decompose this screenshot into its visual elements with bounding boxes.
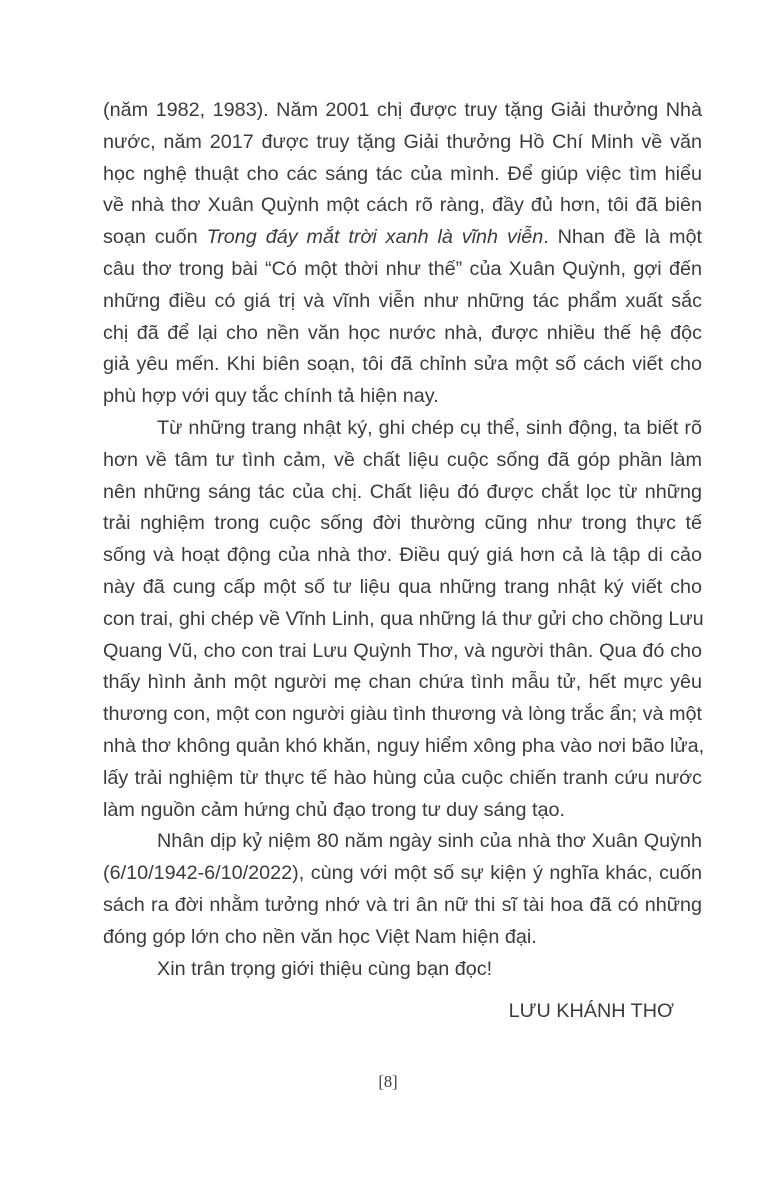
- text-line: nước, năm 2017 được truy tặng Giải thưởng Hồ Chí Minh về văn: [103, 130, 702, 153]
- text-line: Quang Vũ, cho con trai Lưu Quỳnh Thơ, và người thân. Qua đó cho: [103, 639, 702, 662]
- text-line: (6/10/1942-6/10/2022), cùng với một số sự kiện ý nghĩa khác, cuốn: [103, 862, 702, 885]
- text-line: sách ra đời nhằm tưởng nhớ và tri ân nữ thi sĩ tài hoa đã có những: [103, 893, 702, 916]
- paragraph: [103, 413, 705, 826]
- text-line: sống và hoạt động của nhà thơ. Điều quý giá hơn cả là tập di cảo: [103, 544, 702, 567]
- author-signature: LƯU KHÁNH THƠ: [508, 1000, 674, 1023]
- paragraph: [103, 826, 702, 953]
- text-line: này đã cung cấp một số tư liệu qua những trang nhật ký viết cho: [103, 575, 702, 598]
- paragraph: [103, 95, 702, 413]
- text-line: chị đã để lại cho nền văn học nước nhà, được nhiều thế hệ độc: [103, 321, 702, 344]
- text-line: phù hợp với quy tắc chính tả hiện nay.: [103, 385, 439, 408]
- text-line: về nhà thơ Xuân Quỳnh một cách rõ ràng, đầy đủ hơn, tôi đã biên: [103, 194, 702, 217]
- book-title-italic: Trong đáy mắt trời xanh là vĩnh viễn: [206, 226, 544, 249]
- text-line: Xin trân trọng giới thiệu cùng bạn đọc!: [157, 957, 493, 980]
- text-line: (năm 1982, 1983). Năm 2001 chị được truy tặng Giải thưởng Nhà: [103, 99, 702, 121]
- text-line: [103, 222, 702, 254]
- text-line: câu thơ trong bài “Có một thời như thế” của Xuân Quỳnh, gợi đến: [103, 257, 702, 280]
- page-number: [8]: [378, 1072, 398, 1091]
- text-line: lấy trải nghiệm từ thực tế hào hùng của cuộc chiến tranh cứu nước: [103, 766, 702, 789]
- text-line: nhà thơ không quản khó khăn, nguy hiểm xông pha vào nơi bão lửa,: [103, 734, 705, 757]
- text-line: thấy hình ảnh một người mẹ chan chứa tình mẫu tử, hết mực yêu: [103, 671, 702, 694]
- text-line: Từ những trang nhật ký, ghi chép cụ thể, sinh động, ta biết rõ: [157, 416, 702, 439]
- text-line: đóng góp lớn cho nền văn học Việt Nam hiện đại.: [103, 925, 537, 948]
- text-line: nên những sáng tác của chị. Chất liệu đó được chắt lọc từ những: [103, 480, 702, 503]
- text-line: học nghệ thuật cho các sáng tác của mình. Để giúp việc tìm hiểu: [103, 162, 702, 185]
- paragraph: [103, 954, 702, 986]
- body-text: [103, 95, 705, 1028]
- paragraphs: [103, 95, 705, 985]
- text-segment: soạn cuốn: [103, 226, 207, 249]
- text-line: hơn về tâm tư tình cảm, về chất liệu cuộc sống đã góp phần làm: [103, 448, 702, 471]
- text-line: thương con, một con người giàu tình thương và lòng trắc ẩn; và một: [103, 703, 702, 726]
- text-line: giả yêu mến. Khi biên soạn, tôi đã chỉnh sửa một số cách viết cho: [103, 353, 702, 376]
- text-segment: . Nhan đề là một: [543, 226, 702, 249]
- text-line: trải nghiệm trong cuộc sống đời thường cũng như trong thực tế: [103, 512, 702, 535]
- text-line: làm nguồn cảm hứng chủ đạo trong tư duy sáng tạo.: [103, 798, 565, 821]
- text-line: con trai, ghi chép về Vĩnh Linh, qua những lá thư gửi cho chồng Lưu: [103, 607, 704, 630]
- text-line: Nhân dịp kỷ niệm 80 năm ngày sinh của nhà thơ Xuân Quỳnh: [157, 830, 702, 853]
- text-line: những điều có giá trị và vĩnh viễn như những tác phẩm xuất sắc: [103, 289, 702, 312]
